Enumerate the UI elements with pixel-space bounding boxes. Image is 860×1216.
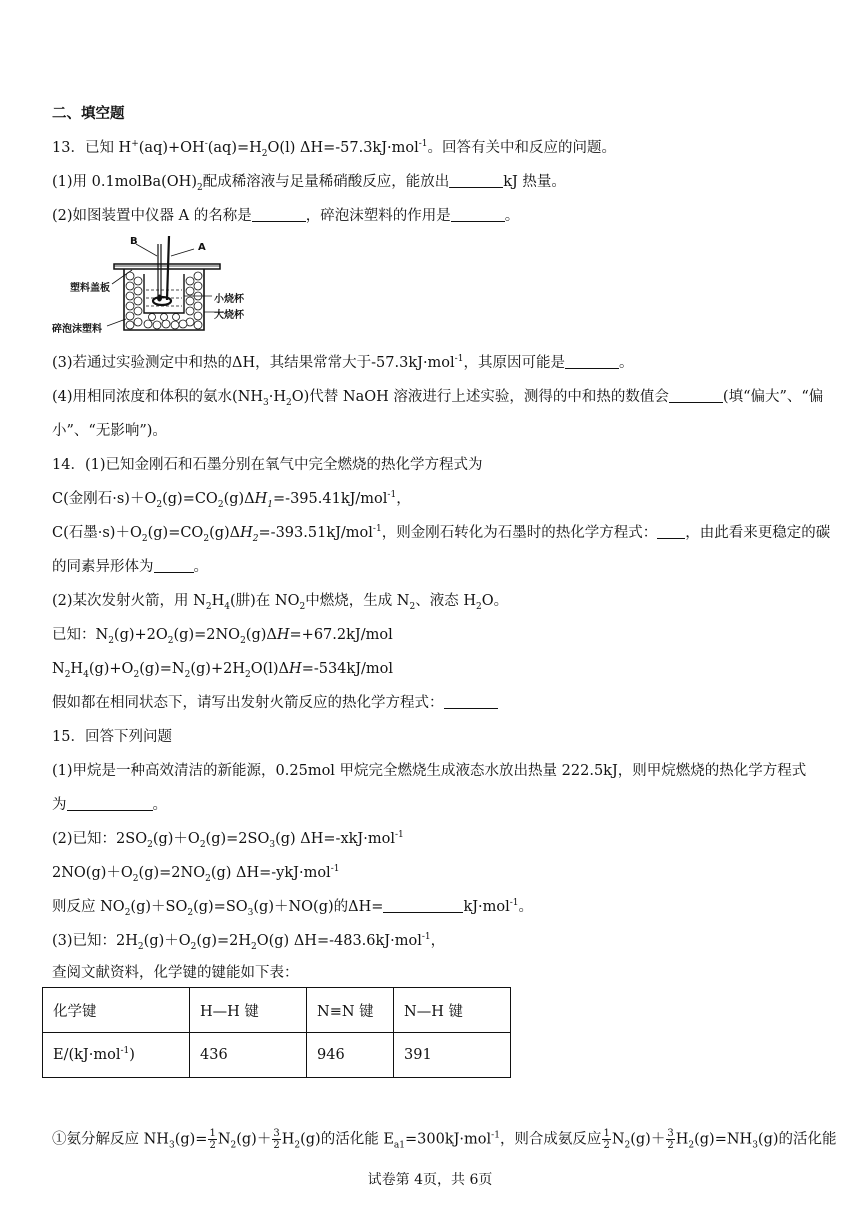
answer-blank[interactable]: [657, 524, 685, 539]
bond-energy-table: [42, 987, 511, 1078]
q15-part2-result: 则反应 $NO_2(g)+SO_2(g)=SO_3(g)+NO(g)$的ΔH= kJ·mol$^{-1}$。: [52, 898, 534, 918]
label-b: B: [130, 236, 138, 247]
table-row: [43, 1033, 511, 1078]
q14-ask: 假如都在相同状态下，请写出发射火箭反应的热化学方程式：: [52, 693, 498, 713]
answer-blank[interactable]: [444, 694, 498, 709]
answer-blank[interactable]: [669, 388, 723, 403]
label-a: A: [198, 242, 206, 253]
answer-blank[interactable]: [252, 207, 306, 222]
table-header-cell: N≡N 键: [307, 988, 394, 1033]
q14-eq2: C(石墨$\cdot s)+O_2(g)=CO_2(g)\Delta H_2=-393.51kJ/mol^{-1}$，则金刚石转化为石墨时的热化学方程式： ，由此看来更稳定的碳: [52, 524, 831, 544]
q14-stem: 14．(1)已知金刚石和石墨分别在氧气中完全燃烧的热化学方程式为: [52, 457, 483, 473]
fraction-half: $\frac{1}{2}$: [209, 1128, 216, 1151]
q14-known2: $N_2H_4(g)+O_2(g)=N_2(g)+2H_2O(l)\Delta H=-534kJ$/mol: [52, 661, 394, 680]
label-large-beaker: 大烧杯: [214, 310, 244, 321]
label-lid: 塑料盖板: [70, 283, 110, 294]
table-cell: 436: [190, 1033, 307, 1078]
q15-part1: (1)甲烷是一种高效清洁的新能源，0.25mol 甲烷完全燃烧生成液态水放出热量 222.5kJ，则甲烷燃烧的热化学方程式: [52, 763, 807, 779]
table-header-cell: N—H 键: [394, 988, 511, 1033]
calorimeter-figure: [52, 234, 242, 334]
fraction-three-halves: $\frac{3}{2}$: [667, 1128, 674, 1151]
table-header-row: [43, 988, 511, 1033]
q15-table-intro: 查阅文献资料，化学键的键能如下表：: [52, 965, 299, 981]
q14-eq1: C(金刚石$\cdot s)+O_2(g)=CO_2(g)\Delta H_1=-395.41kJ/mol^{-1}$，: [52, 490, 411, 510]
page-footer: 试卷第 4页，共 6页: [367, 1172, 493, 1188]
table-cell: 391: [394, 1033, 511, 1078]
q15-question1: ①氨分解反应 $NH_3(g)=$ $\frac{1}{2}$ $N_2(g)+$ $\frac{3}{2}$ $H_2(g)$的活化能 $E_{a1}=300kJ\cdot mol^{-1}$，则合成氨反应 $\frac{1}{2}$ $N_2(g)+$ $\frac{3}{2}$ $H_2(g)=NH_3(g)$的活化能: [52, 1128, 837, 1151]
answer-blank[interactable]: [565, 354, 619, 369]
fraction-half: $\frac{1}{2}$: [603, 1128, 610, 1151]
q15-part1-cont: 为 。: [52, 797, 167, 813]
label-foam: 碎泡沫塑料: [52, 324, 102, 335]
fraction-three-halves: $\frac{3}{2}$: [273, 1128, 280, 1151]
q13-part4: (4)用相同浓度和体积的氨水$(NH_3\cdot H_2O)$代替 NaOH 溶液进行上述实验，测得的中和热的数值会 (填“偏大”、“偏: [52, 389, 824, 408]
answer-blank[interactable]: [449, 173, 503, 188]
table-header-cell: 化学键: [43, 988, 190, 1033]
q13-part4-cont: 小”、“无影响”)。: [52, 423, 167, 439]
answer-blank[interactable]: [154, 558, 194, 573]
q15-part3: (3)已知：$2H_2(g)+O_2(g)=2H_2O(g)$ ΔH=-483.6kJ·mol$^{-1}$，: [52, 932, 446, 952]
label-small-beaker: 小烧杯: [214, 294, 244, 305]
q13-stem: 13．已知 $H^+(aq)+OH^-(aq)=H_2O(l)$ ΔH=-57.3kJ·mol$^{-1}$。回答有关中和反应的问题。: [52, 139, 617, 159]
answer-blank[interactable]: [383, 898, 463, 913]
answer-blank[interactable]: [67, 796, 153, 811]
q14-known1: 已知：$N_2(g)+2O_2(g)=2NO_2(g)\Delta H=+67.2kJ$/mol: [52, 627, 393, 646]
q13-part2: (2)如图装置中仪器 A 的名称是 ，碎泡沫塑料的作用是 。: [52, 208, 520, 224]
section-title: 二、填空题: [52, 106, 125, 122]
q15-part2-eq2: $2NO(g)+O_2(g)=2NO_2(g)$ ΔH=-ykJ·mol$^{-1}$: [52, 864, 340, 884]
answer-blank[interactable]: [451, 207, 505, 222]
q13-part3: (3)若通过实验测定中和热的ΔH，其结果常常大于-57.3kJ·mol$^{-1}$，其原因可能是 。: [52, 354, 634, 371]
q15-title: 15．回答下列问题: [52, 729, 172, 745]
q13-part1: (1)用 $0.1molBa(OH)_2$配成稀溶液与足量稀硝酸反应，能放出 kJ 热量。: [52, 174, 566, 193]
q14-part2: (2)某次发射火箭，用 $N_2H_4$(肼)在 $NO_2$中燃烧，生成 $N_2$、液态 $H_2O$。: [52, 593, 509, 612]
table-cell: 946: [307, 1033, 394, 1078]
table-row-label: E/(kJ·mol$^{-1}$): [43, 1033, 190, 1078]
table-header-cell: H—H 键: [190, 988, 307, 1033]
q14-cont: 的同素异形体为 。: [52, 559, 208, 575]
q15-part2: (2)已知：$2SO_2(g)+O_2(g)=2SO_3(g)$ ΔH=-xkJ·mol$^{-1}$: [52, 830, 404, 850]
